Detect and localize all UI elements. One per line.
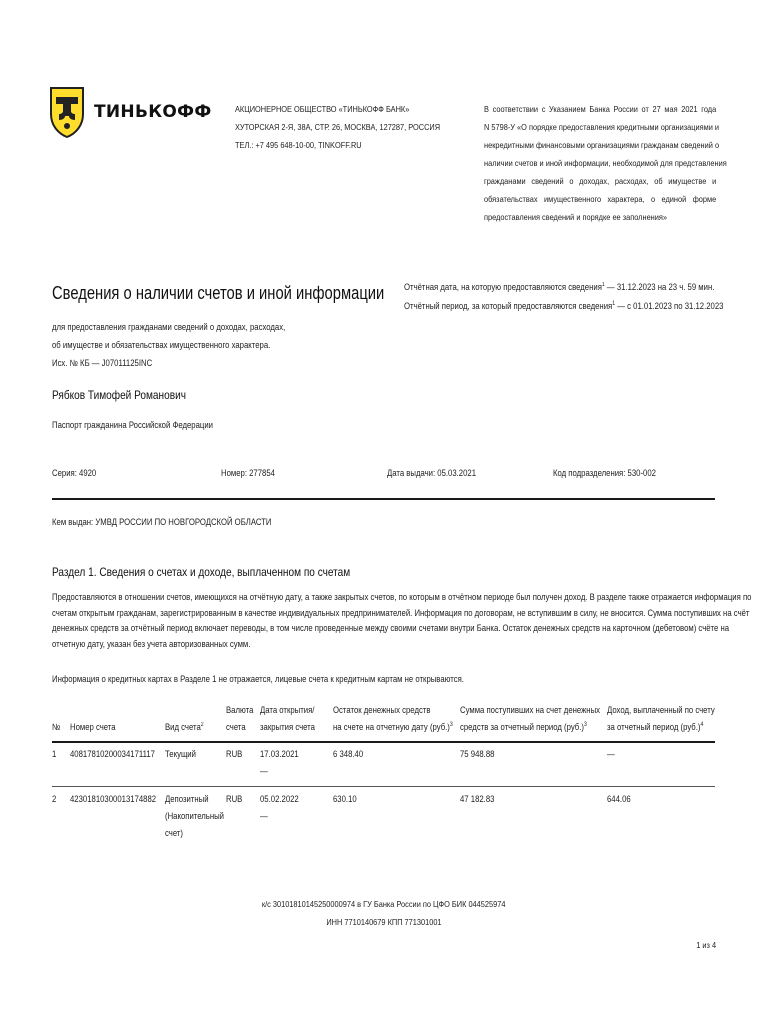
legal-reference-line: гражданами сведений о доходах, расходах, об имуществе и (484, 176, 717, 186)
row-account-type: Текущий (165, 749, 196, 759)
document-subtitle (52, 318, 285, 372)
description-line: отчетную дату, указан без учета авторизованных сумм. (52, 638, 251, 649)
passport-series: Серия: 4920 (52, 468, 97, 478)
row-dates (260, 746, 299, 780)
header-income (607, 702, 715, 736)
footnote-ref: 3 (449, 722, 453, 728)
section-title: Раздел 1. Сведения о счетах и доходе, выплаченном по счетам (52, 565, 351, 579)
description-line: счетам открытым гражданам, зарегистрированным в качестве индивидуальных предпринимателей. Информация по договорам, не вступившим в силу, не вносится. Сумма поступивших на счёт (52, 607, 750, 618)
divider (52, 498, 715, 500)
row-income: 644.06 (607, 794, 631, 804)
header-received (460, 702, 600, 736)
legal-reference (484, 100, 727, 226)
footnote-ref: 1 (612, 301, 616, 307)
header-balance (333, 702, 453, 736)
footer-tax-ids (0, 914, 768, 931)
passport-issued-by: Кем выдан: УМВД РОССИИ ПО НОВГОРОДСКОЙ ОБЛАСТИ (52, 517, 272, 527)
bank-name: АКЦИОНЕРНОЕ ОБЩЕСТВО «ТИНЬКОФФ БАНК» (235, 104, 410, 114)
footnote-ref: 1 (601, 282, 605, 288)
credit-card-note: Информация о кредитных картах в Разделе 1 не отражается, лицевые счета к кредитным картам не открываются. (52, 674, 464, 684)
header-type-label: Вид счета (165, 722, 201, 732)
header-income-line: Доход, выплаченный по счету (607, 705, 715, 715)
row-num: 2 (52, 794, 57, 804)
header-currency (226, 702, 253, 736)
footnote-ref: 3 (583, 722, 587, 728)
footnote-ref: 4 (700, 722, 704, 728)
footer-inn-kpp: ИНН 7710140679 КПП 771301001 (326, 917, 442, 927)
person-name: Рябков Тимофей Романович (52, 388, 186, 402)
header-type (165, 719, 204, 736)
legal-reference-line: предоставления сведений и порядке ее заполнения» (484, 212, 668, 222)
report-period-value: — с 01.01.2023 по 31.12.2023 (615, 301, 724, 311)
passport-number: Номер: 277854 (221, 468, 275, 478)
subtitle-line: для предоставления гражданами сведений о доходах, расходах, (52, 322, 286, 332)
row-opened: 17.03.2021 (260, 749, 299, 759)
row-balance: 630.10 (333, 794, 357, 804)
row-account-type-line: счет) (165, 828, 183, 838)
row-dates (260, 791, 299, 825)
report-date-label: Отчётная дата, на которую предоставляются сведения (404, 282, 602, 292)
header-dates-line: Дата открытия/ (260, 705, 315, 715)
row-account-number: 40817810200034171117 (70, 749, 155, 759)
tinkoff-emblem-icon (47, 84, 87, 140)
legal-reference-line: наличии счетов и иной информации, необходимой для представления (484, 158, 727, 168)
subtitle-line: об имуществе и обязательствах имущественного характера. (52, 340, 271, 350)
document-title: Сведения о наличии счетов и иной информации (52, 283, 385, 303)
header-account: Номер счета (70, 722, 116, 732)
bank-logo (47, 84, 211, 140)
row-balance: 6 348.40 (333, 749, 364, 759)
id-document-type: Паспорт гражданина Российской Федерации (52, 420, 213, 430)
header-currency-line: счета (226, 722, 246, 732)
legal-reference-line: В соответствии с Указанием Банка России от 27 мая 2021 года (484, 104, 717, 114)
logo-wordmark: ТИНЬКОФФ (94, 102, 212, 122)
row-account-number: 42301810300013174882 (70, 794, 157, 804)
row-account-type-line: Депозитный (165, 794, 209, 804)
header-balance-line: Остаток денежных средств (333, 705, 431, 715)
row-received: 75 948.88 (460, 749, 495, 759)
row-divider (52, 786, 715, 787)
row-closed: — (260, 811, 268, 821)
row-opened: 05.02.2022 (260, 794, 299, 804)
footer-bank-details (0, 896, 768, 913)
legal-reference-line: некредитными финансовыми организациями гражданам сведений о (484, 140, 720, 150)
report-period-label: Отчётный период, за который предоставляются сведения (404, 301, 613, 311)
row-income: — (607, 749, 615, 759)
bank-address: ХУТОРСКАЯ 2-Я, 38А, СТР. 26, МОСКВА, 127287, РОССИЯ (235, 122, 441, 132)
header-num: № (52, 722, 61, 732)
legal-reference-line: N 5798-У «О порядке предоставления кредитными организациями и (484, 122, 720, 132)
row-received: 47 182.83 (460, 794, 495, 804)
row-account-type-line: (Накопительный (165, 811, 224, 821)
row-num: 1 (52, 749, 57, 759)
description-line: Предоставляются в отношении счетов, имеющихся на отчётную дату, а также закрытых счетов, по которым в отчётном периоде был получен доход. В разделе также отражается информация по (52, 592, 752, 602)
table-header-divider (52, 741, 715, 743)
row-account-type (165, 791, 224, 842)
legal-reference-line: обязательствах имущественного характера, о единой форме (484, 194, 717, 204)
report-date (404, 278, 723, 297)
header-dates (260, 702, 315, 736)
header-balance-line: на счете на отчетную дату (руб.) (333, 722, 450, 732)
passport-division-code: Код подразделения: 530-002 (553, 468, 656, 478)
footnote-ref: 2 (200, 722, 204, 728)
section-description (52, 590, 751, 652)
row-closed: — (260, 766, 268, 776)
page-number: 1 из 4 (696, 940, 716, 950)
bank-contacts: ТЕЛ.: +7 495 648-10-00, TINKOFF.RU (235, 140, 362, 150)
report-date-value: — 31.12.2023 на 23 ч. 59 мин. (604, 282, 715, 292)
passport-issue-date: Дата выдачи: 05.03.2021 (387, 468, 477, 478)
header-income-line: за отчетный период (руб.) (607, 722, 701, 732)
outgoing-number: Исх. № КБ — J07011125INC (52, 358, 153, 368)
footer-correspondent-account: к/с 30101810145250000974 в ГУ Банка России по ЦФО БИК 044525974 (262, 899, 506, 909)
description-line: денежных средств за отчётный период включает переводы, в том числе проведенные между своими счетами внутри Банка. Остаток денежных средств на карточном (дебетовом) счёте на (52, 623, 730, 633)
header-received-line: Сумма поступивших на счет денежных (460, 705, 601, 715)
header-received-line: средств за отчетный период (руб.) (460, 722, 584, 732)
header-dates-line: закрытия счета (260, 722, 315, 732)
bank-info (235, 100, 440, 154)
report-period (404, 297, 723, 316)
row-currency: RUB (226, 749, 243, 759)
header-currency-line: Валюта (226, 705, 254, 715)
row-currency: RUB (226, 794, 243, 804)
report-info (404, 278, 723, 316)
